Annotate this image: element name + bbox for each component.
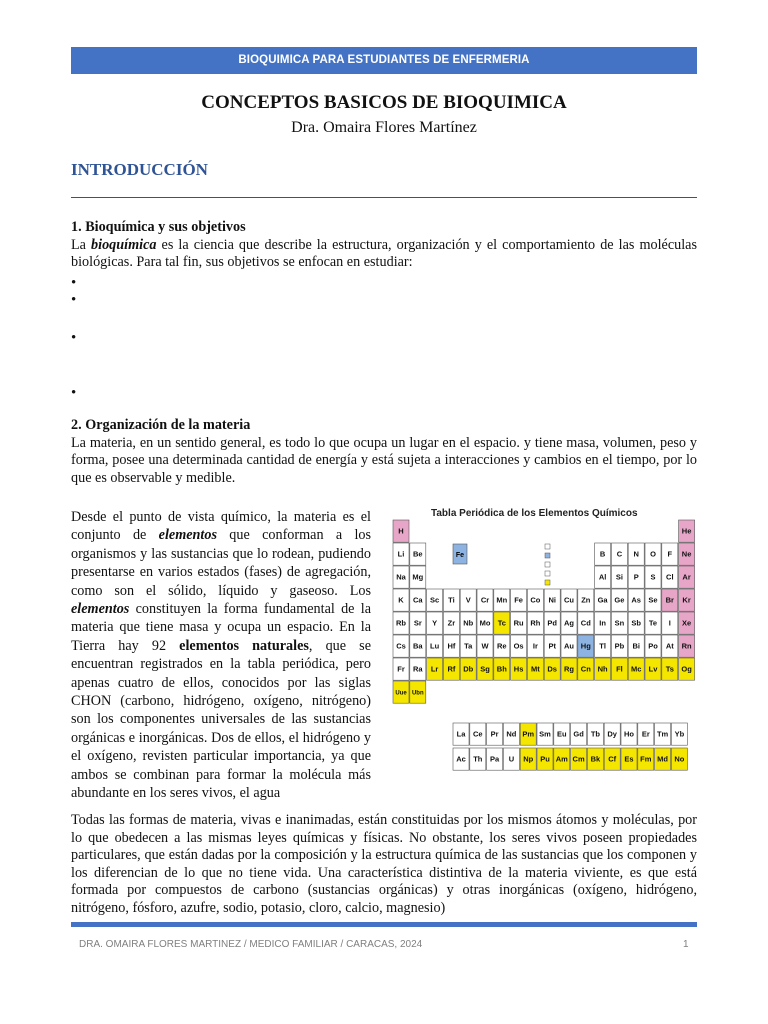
element-symbol-o: O <box>650 549 656 559</box>
element-symbol-sm: Sm <box>539 729 551 739</box>
element-symbol-ra: Ra <box>413 664 423 674</box>
section-1-paragraph: La bioquímica es la ciencia que describe la estructura, organización y el comportamiento de las moléculas biológicas. Para tal fin, sus objetivos se enfocan en estudiar: <box>71 236 697 271</box>
element-symbol-y: Y <box>432 618 438 628</box>
element-symbol-pt: Pt <box>548 641 556 651</box>
periodic-table-image <box>389 497 698 792</box>
element-symbol-ubn: Ubn <box>411 690 424 697</box>
element-symbol-pb: Pb <box>614 641 625 651</box>
element-symbol-te: Te <box>648 618 658 628</box>
element-symbol-gd: Gd <box>573 729 584 739</box>
element-symbol-cs: Cs <box>396 641 406 651</box>
element-symbol-li: Li <box>397 549 405 559</box>
element-symbol-tm: Tm <box>656 729 669 739</box>
element-symbol-hf: Hf <box>447 641 456 651</box>
element-symbol-hg: Hg <box>580 641 591 651</box>
element-symbol-np: Np <box>523 754 534 764</box>
element-symbol-ac: Ac <box>456 754 466 764</box>
element-symbol-ce: Ce <box>473 729 483 739</box>
element-symbol-na: Na <box>396 572 406 582</box>
element-symbol-rb: Rb <box>396 618 406 628</box>
element-symbol-rn: Rn <box>681 641 692 651</box>
element-symbol-ag: Ag <box>564 618 574 628</box>
element-symbol-cf: Cf <box>608 754 617 764</box>
element-symbol-be: Be <box>413 549 423 559</box>
element-symbol-lr: Lr <box>430 664 439 674</box>
element-symbol-rh: Rh <box>530 618 541 628</box>
element-symbol-la: La <box>456 729 466 739</box>
element-symbol-ti: Ti <box>448 595 455 605</box>
element-symbol-pr: Pr <box>490 729 499 739</box>
element-symbol-se: Se <box>648 595 658 605</box>
element-symbol-os: Os <box>513 641 524 651</box>
element-symbol-hs: Hs <box>513 664 524 674</box>
footer-text: DRA. OMAIRA FLORES MARTINEZ / MEDICO FAMILIAR / CARACAS, 2024 <box>79 939 423 950</box>
element-symbol-sr: Sr <box>413 618 422 628</box>
element-symbol-mt: Mt <box>531 664 540 674</box>
element-symbol-no: No <box>674 754 685 764</box>
element-symbol-pu: Pu <box>540 754 550 764</box>
element-symbol-uue: Uue <box>395 690 407 697</box>
element-symbol-mo: Mo <box>479 618 491 628</box>
heading-divider <box>71 197 697 198</box>
document-author: Dra. Omaira Flores Martínez <box>291 119 477 136</box>
term-elementos: elementos <box>158 527 217 544</box>
element-symbol-s: S <box>650 572 656 582</box>
element-symbol-bh: Bh <box>496 664 507 674</box>
element-symbol-sc: Sc <box>430 595 440 605</box>
element-symbol-au: Au <box>564 641 574 651</box>
element-symbol-u: U <box>508 754 515 764</box>
element-symbol-zn: Zn <box>581 595 591 605</box>
element-symbol-lu: Lu <box>430 641 440 651</box>
footer-bar <box>71 922 697 927</box>
element-symbol-fr: Fr <box>397 664 405 674</box>
element-symbol-cn: Cn <box>580 664 591 674</box>
element-symbol-nb: Nb <box>463 618 474 628</box>
section-2-paragraph-2: Desde el punto de vista químico, la materia es el conjunto de elementos que conforman a los organismos y las sustancias que lo rodean, pudiendo presentarse en varios estados (fases) de agregación, como son el sólido, líquido y gaseoso. Los elementos constituyen la forma fundamental de la materia que tiene masa y ocupa un espacio. En la Tierra hay 92 elementos naturales, que se encuentran registrados en la tabla periódica, pero apenas cuatro de ellos, conocidos por las siglas CHON (carbono, hidrógeno, oxígeno, nitrógeno) son los componentes universales de las sustancias orgánicas e inorgánicas. Dos de ellos, el hidrógeno y el oxígeno, revisten particular importancia, ya que ambos se combinan para formar la molécula más abundante en los seres vivos, el agua <box>71 509 371 802</box>
header-banner: BIOQUIMICA PARA ESTUDIANTES DE ENFERMERIA <box>71 47 697 74</box>
legend-swatch <box>545 580 550 585</box>
legend-swatch <box>545 571 550 576</box>
element-symbol-mc: Mc <box>630 664 642 674</box>
legend-swatch <box>545 553 550 558</box>
element-symbol-nd: Nd <box>506 729 517 739</box>
element-symbol-ta: Ta <box>464 641 473 651</box>
element-symbol-v: V <box>465 595 471 605</box>
element-symbol-sg: Sg <box>480 664 490 674</box>
element-symbol-ca: Ca <box>413 595 423 605</box>
element-symbol-tc: Tc <box>497 618 506 628</box>
periodic-table-title: Tabla Periódica de los Elementos Químicos <box>431 508 638 519</box>
element-symbol-cd: Cd <box>580 618 591 628</box>
element-symbol-he: He <box>681 526 692 536</box>
legend-swatch <box>545 544 550 549</box>
element-symbol-er: Er <box>641 729 650 739</box>
element-symbol-i: I <box>668 618 671 628</box>
element-symbol-c: C <box>616 549 623 559</box>
element-symbol-tb: Tb <box>590 729 600 739</box>
element-symbol-k: K <box>398 595 404 605</box>
bullet-2: • <box>71 292 77 308</box>
element-symbol-ho: Ho <box>624 729 634 739</box>
element-symbol-po: Po <box>648 641 658 651</box>
element-symbol-in: In <box>599 618 606 628</box>
element-symbol-ge: Ge <box>614 595 625 605</box>
element-symbol-mg: Mg <box>412 572 424 582</box>
element-symbol-re: Re <box>497 641 507 651</box>
element-symbol-b: B <box>599 549 606 559</box>
element-symbol-nh: Nh <box>597 664 608 674</box>
element-symbol-mn: Mn <box>496 595 508 605</box>
element-symbol-p: P <box>633 572 639 582</box>
term-bioquimica: bioquímica <box>91 236 157 253</box>
element-symbol-at: At <box>665 641 674 651</box>
element-symbol-fm: Fm <box>640 754 652 764</box>
element-symbol-w: W <box>481 641 489 651</box>
element-symbol-sn: Sn <box>614 618 625 628</box>
element-symbol-md: Md <box>657 754 669 764</box>
element-symbol-ne: Ne <box>681 549 692 559</box>
element-symbol-al: Al <box>598 572 607 582</box>
element-symbol-tl: Tl <box>599 641 606 651</box>
section-1 <box>71 219 697 272</box>
element-symbol-ar: Ar <box>682 572 691 582</box>
legend-swatch <box>545 562 550 567</box>
term-elementos-naturales: elementos naturales <box>179 637 309 654</box>
section-heading-introduccion: INTRODUCCIÓN <box>71 160 208 179</box>
element-symbol-ts: Ts <box>665 664 674 674</box>
element-symbol-pd: Pd <box>547 618 557 628</box>
element-symbol-f: F <box>667 549 673 559</box>
element-symbol-bk: Bk <box>590 754 601 764</box>
section-2-paragraph-1: La materia, en un sentido general, es todo lo que ocupa un lugar en el espacio. y tiene masa, volumen, peso y forma, posee una determinada cantidad de energía y está sujeta a interacciones y cambios en el tiempo, por lo que es observable y medible. <box>71 434 697 486</box>
element-symbol-eu: Eu <box>557 729 567 739</box>
element-symbol-rf: Rf <box>447 664 456 674</box>
element-symbol-xe: Xe <box>682 618 692 628</box>
element-symbol-co: Co <box>530 595 541 605</box>
periodic-table <box>389 497 698 792</box>
bullet-3: • <box>71 330 77 346</box>
element-symbol-og: Og <box>681 664 692 674</box>
element-symbol-kr: Kr <box>682 595 691 605</box>
element-symbol-ds: Ds <box>547 664 557 674</box>
element-symbol-yb: Yb <box>674 729 685 739</box>
element-symbol-as: As <box>631 595 641 605</box>
element-symbol-si: Si <box>615 572 623 582</box>
element-symbol-cu: Cu <box>564 595 574 605</box>
element-symbol-cr: Cr <box>480 595 490 605</box>
page-number: 1 <box>683 939 689 950</box>
bullet-4: • <box>71 385 77 401</box>
element-symbol-am: Am <box>555 754 568 764</box>
element-symbol-cl: Cl <box>666 572 674 582</box>
section-1-heading: 1. Bioquímica y sus objetivos <box>71 219 246 235</box>
element-symbol-sb: Sb <box>631 618 641 628</box>
element-symbol-h: H <box>398 526 404 536</box>
element-symbol-fl: Fl <box>616 664 623 674</box>
element-symbol-br: Br <box>665 595 674 605</box>
element-symbol-n: N <box>633 549 639 559</box>
element-symbol-pa: Pa <box>490 754 500 764</box>
element-symbol-zr: Zr <box>447 618 456 628</box>
element-symbol-db: Db <box>463 664 474 674</box>
element-symbol-dy: Dy <box>607 729 617 739</box>
element-symbol-lv: Lv <box>648 664 658 674</box>
element-symbol-fe: Fe <box>514 595 523 605</box>
element-symbol-ga: Ga <box>597 595 608 605</box>
element-symbol-es: Es <box>624 754 634 764</box>
term-elementos-2: elementos <box>71 601 130 618</box>
element-symbol-pm: Pm <box>522 729 535 739</box>
element-symbol-ba: Ba <box>413 641 423 651</box>
element-symbol-ru: Ru <box>513 618 524 628</box>
section-2-heading: 2. Organización de la materia <box>71 417 251 433</box>
section-2 <box>71 417 697 487</box>
bullet-1: • <box>71 275 77 291</box>
element-symbol-th: Th <box>473 754 483 764</box>
section-2-paragraph-3: Todas las formas de materia, vivas e inanimadas, están constituidas por los mismos átomos y moléculas, por lo que obedecen a las mismas leyes químicas y físicas. No obstante, los seres vivos poseen propiedades particulares, que están dadas por la composición y la estructura química de las sustancias que los componen y los diferencian de lo que no tiene vida. Una característica distintiva de la materia viviente, es que está formada por compuestos de carbono (sustancias orgánicas) y otras inorgánicas (oxígeno, hidrógeno, nitrógeno, fósforo, azufre, sodio, potasio, cloro, calcio, magnesio) <box>71 812 697 916</box>
element-symbol-ir: Ir <box>532 641 538 651</box>
element-symbol-cm: Cm <box>572 754 585 764</box>
document-title: CONCEPTOS BASICOS DE BIOQUIMICA <box>201 92 567 113</box>
legend-key-symbol: Fe <box>455 552 465 559</box>
element-symbol-rg: Rg <box>564 664 574 674</box>
element-symbol-ni: Ni <box>548 595 556 605</box>
element-symbol-bi: Bi <box>632 641 640 651</box>
